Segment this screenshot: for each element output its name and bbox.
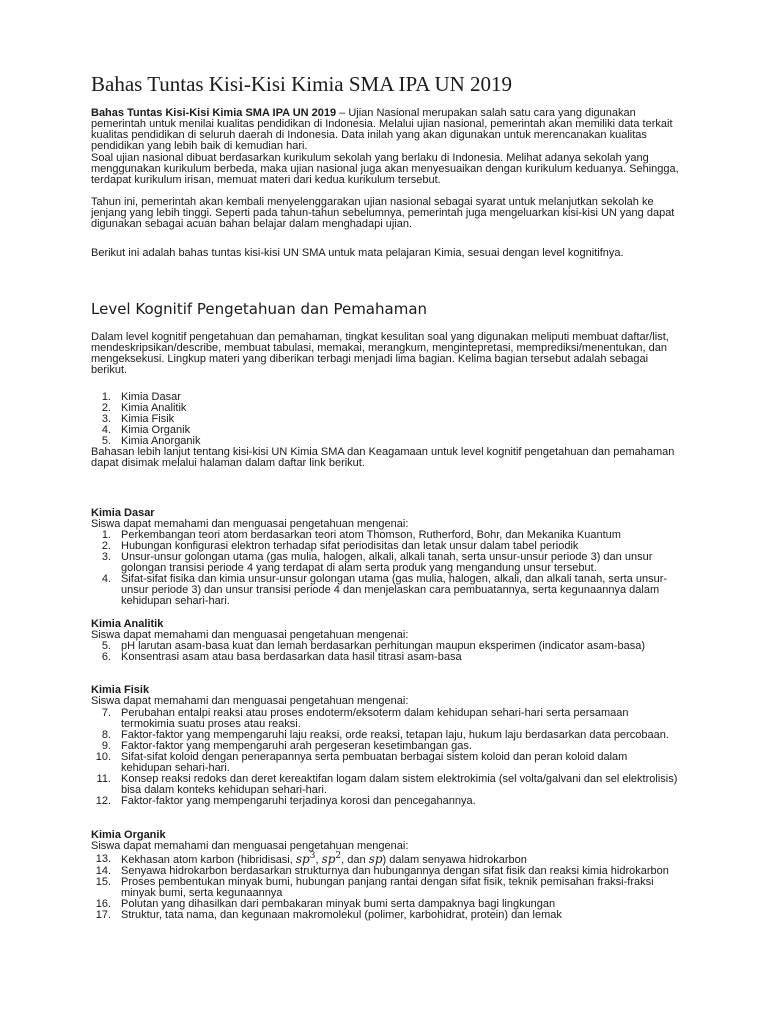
list-item: 6. Konsentrasi asam atau basa berdasarkan data hasil titrasi asam-basa [101,651,462,663]
list-item: 15. Proses pembentukan minyak bumi, hubungan panjang rantai dengan sifat fisik, teknik pemisahan fraksi-fraksi minyak bumi, serta kegunaannya [95,876,654,899]
list-item: 4. Kimia Organik [101,424,191,436]
group-heading-kimia-fisik: Kimia Fisik [91,684,150,696]
hybrid-sp2: $sp^2$ [321,851,342,866]
list-item: 11. Konsep reaksi redoks dan deret kereaktifan logam dalam sistem elektrokimia (sel volta/galvani dan sel elektrolisis) bisa dalam konteks kehidupan sehari-hari. [96,773,678,796]
topic-list [91,392,681,447]
list-item: 1. Kimia Dasar [101,391,181,403]
list-item: 17. Struktur, tata nama, dan kegunaan makromolekul (polimer, karbohidrat, protein) dan lemak [95,909,562,921]
list-item: 4. Sifat-sifat fisika dan kimia unsur-unsur golongan utama (gas mulia, halogen, alkali, dan alkali tanah, serta unsur-unsur periode 3) dan unsur transisi periode 4 dan menjelaskan cara pembuatannya, serta kegunaannya dalam kehidupan sehari-hari. [101,573,668,607]
group-heading-kimia-dasar: Kimia Dasar [91,507,155,519]
kimia-fisik-list [91,708,681,807]
hybrid-sp3: $sp^3$ [295,851,316,866]
list-item: 16. Polutan yang dihasilkan dari pembakaran minyak bumi serta dampaknya bagi lingkungan [95,898,556,910]
list-item: 14. Senyawa hidrokarbon berdasarkan strukturnya dan hubungannya dengan sifat fisik dan reaksi kimia hidrokarbon [95,865,669,877]
group-lead: Siswa dapat memahami dan menguasai pengetahuan mengenai: [91,840,409,852]
list-item: 9. Faktor-faktor yang mempengaruhi arah pergeseran kesetimbangan gas. [101,740,472,752]
list-item: 13. Kekhasan atom karbon (hibridisasi, $sp^3$, $sp^2$, dan sp) dalam senyawa hidrokarbon [95,851,527,866]
group-lead: Siswa dapat memahami dan menguasai pengetahuan mengenai: [91,518,409,530]
intro-paragraph-1 [91,108,681,152]
group-lead: Siswa dapat memahami dan menguasai pengetahuan mengenai: [91,629,409,641]
list-item: 2. Hubungan konfigurasi elektron terhadap sifat periodisitas dan letak unsur dalam tabel periodik [101,540,579,552]
section-paragraph-1: Dalam level kognitif pengetahuan dan pemahaman, tingkat kesulitan soal yang digunakan meliputi membuat daftar/list, mendeskripsikan/describe, membuat tabulasi, memakai, merangkum, mengintepretasi, memprediksi/menentukan, dan mengeksekusi. Lingkup materi yang diberikan terbagi menjadi lima bagian. Kelima bagian tersebut adalah sebagai berikut. [91,331,669,376]
kimia-analitik-list [91,641,681,663]
page-title: Bahas Tuntas Kisi-Kisi Kimia SMA IPA UN 2019 [91,72,513,96]
kimia-organik-list [91,851,681,921]
intro-paragraph-1-text: – Ujian Nasional merupakan salah satu cara yang digunakan pemerintah untuk menilai kualitas pendidikan di Indonesia. Melalui ujian nasional, pemerintah akan memiliki data terkait kualitas pendidikan di seluruh daerah di Indonesia. Data inilah yang akan digunakan untuk merencanakan kualitas pendidikan yang lebih baik di kemudian hari. [91,107,673,152]
intro-bold-title: Bahas Tuntas Kisi-Kisi Kimia SMA IPA UN 2019 [91,107,337,119]
list-item: 3. Kimia Fisik [101,413,175,425]
list-item: 8. Faktor-faktor yang mempengaruhi laju reaksi, orde reaksi, tetapan laju, hukum laju berdasarkan data percobaan. [101,729,669,741]
list-item: 5. Kimia Anorganik [101,435,201,447]
kimia-dasar-list [91,530,681,607]
list-item: 2. Kimia Analitik [101,402,187,414]
hybrid-sp: sp [368,852,383,866]
intro-paragraph-3: Tahun ini, pemerintah akan kembali menyelenggarakan ujian nasional sebagai syarat untuk melanjutkan sekolah ke jenjang yang lebih tinggi. Seperti pada tahun-tahun sebelumnya, pemerintah juga mengeluarkan kisi-kisi UN yang dapat digunakan sebagai acuan bahan belajar dalam menghadapi ujian. [91,196,675,230]
list-item: 12. Faktor-faktor yang mempengaruhi terjadinya korosi dan pencegahannya. [95,795,476,807]
list-item: 10. Sifat-sifat koloid dengan penerapannya serta pembuatan berbagai sistem koloid dan peran koloid dalam kehidupan sehari-hari. [95,751,628,774]
section-paragraph-2: Bahasan lebih lanjut tentang kisi-kisi UN Kimia SMA dan Keagamaan untuk level kognitif pengetahuan dan pemahaman dapat disimak melalui halaman dalam daftar link berikut. [91,446,675,469]
list-item: 3. Unsur-unsur golongan utama (gas mulia, halogen, alkali, alkali tanah, serta unsur-unsur periode 3) dan unsur golongan transisi periode 4 yang terdapat di alam serta produk yang mengandung unsur tersebut. [101,551,653,574]
intro-paragraph-4: Berikut ini adalah bahas tuntas kisi-kisi UN SMA untuk mata pelajaran Kimia, sesuai dengan level kognitifnya. [91,247,624,259]
list-item: 1. Perkembangan teori atom berdasarkan teori atom Thomson, Rutherford, Bohr, dan Mekanika Kuantum [101,529,621,541]
section-heading: Level Kognitif Pengetahuan dan Pemahaman [91,300,428,318]
list-item: 7. Perubahan entalpi reaksi atau proses endoterm/eksoterm dalam kehidupan sehari-hari serta persamaan termokimia suatu proses atau reaksi. [101,707,629,730]
intro-paragraph-2: Soal ujian nasional dibuat berdasarkan kurikulum sekolah yang berlaku di Indonesia. Melihat adanya sekolah yang menggunakan kurikulum berbeda, maka ujian nasional juga akan menyesuaikan dengan kurikulum keduanya. Sehingga, terdapat kurikulum irisan, memuat materi dari kedua kurikulum tersebut. [91,152,679,186]
group-lead: Siswa dapat memahami dan menguasai pengetahuan mengenai: [91,695,409,707]
list-item: 5. pH larutan asam-basa kuat dan lemah berdasarkan perhitungan maupun eksperimen (indicator asam-basa) [101,640,646,652]
group-heading-kimia-organik: Kimia Organik [91,829,166,841]
group-heading-kimia-analitik: Kimia Analitik [91,618,164,630]
